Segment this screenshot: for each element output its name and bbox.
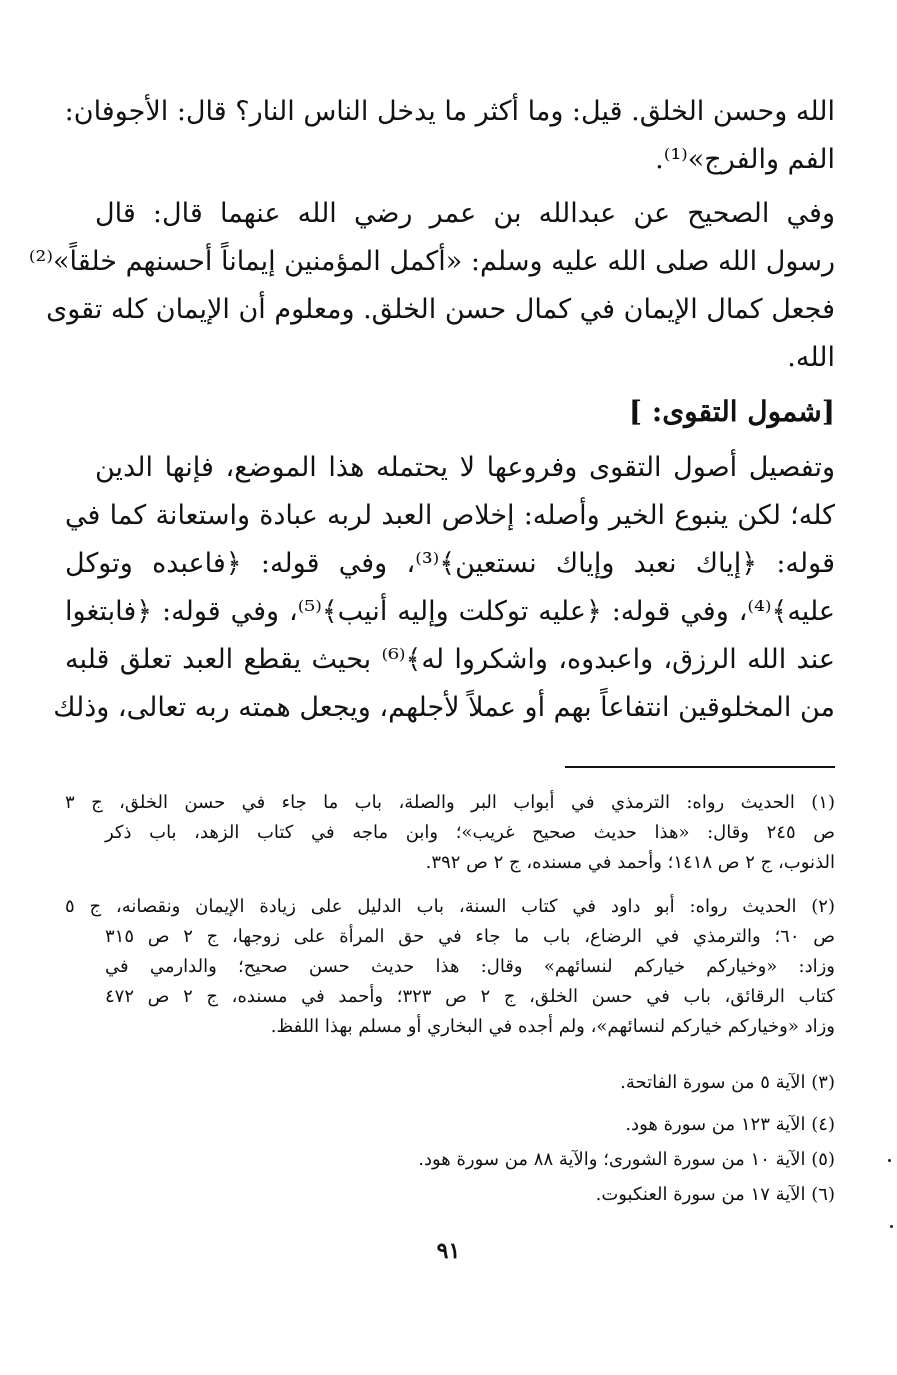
footnote-line: الذنوب، ج ٢ ص ١٤١٨؛ وأحمد في مسنده، ج ٢ ص ٣٩٢. (425, 852, 835, 873)
body-line: وتفصيل أصول التقوى وفروعها لا يحتمله هذا الموضع، فإنها الدين (95, 452, 835, 483)
footnote-line: ص ٦٠؛ والترمذي في الرضاع، باب ما جاء في حق المرأة على زوجها، ج ٢ ص ٣١٥ (105, 926, 836, 947)
footnote-line: (٥) الآية ١٠ من سورة الشورى؛ والآية ٨٨ من سورة هود. (418, 1149, 835, 1170)
footnote-line: (٤) الآية ١٢٣ من سورة هود. (625, 1114, 835, 1135)
body-line: عند الله الرزق، واعبدوه، واشكروا له﴾⁽⁶⁾ بحيث يقطع العبد تعلق قلبه (65, 644, 835, 675)
section-heading: [شمول التقوى: ] (628, 395, 835, 428)
footnote-line: وزاد: «وخياركم خياركم لنسائهم» وقال: هذا حديث حسن صحيح؛ والدارمي في (105, 956, 835, 977)
body-line: كله؛ لكن ينبوع الخير وأصله: إخلاص العبد لربه عبادة واستعانة كما في (65, 500, 835, 531)
footnote-line: ص ٢٤٥ وقال: «هذا حديث صحيح غريب»؛ وابن ماجه في كتاب الزهد، باب ذكر (105, 822, 835, 843)
footnote-line: كتاب الرقائق، باب في حسن الخلق، ج ٢ ص ٣٢٣؛ وأحمد في مسنده، ج ٢ ص ٤٧٢ (105, 986, 835, 1007)
footnote-divider (565, 766, 835, 768)
footnote-line: وزاد «وخياركم خياركم لنسائهم»، ولم أجده في البخاري أو مسلم بهذا اللفظ. (270, 1016, 835, 1037)
body-line: الله وحسن الخلق. قيل: وما أكثر ما يدخل الناس النار؟ قال: الأجوفان: (64, 96, 835, 127)
scan-speck (888, 1159, 891, 1162)
footnote-line: (٣) الآية ٥ من سورة الفاتحة. (620, 1072, 835, 1093)
footnote-line: (٢) الحديث رواه: أبو داود في كتاب السنة، باب الدليل على زيادة الإيمان ونقصانه، ج ٥ (65, 896, 835, 917)
body-line: الفم والفرج»⁽¹⁾. (655, 144, 835, 175)
page-number: ٩١ (436, 1238, 461, 1264)
body-line: فجعل كمال الإيمان في كمال حسن الخلق. ومعلوم أن الإيمان كله تقوى (46, 294, 835, 325)
body-line: من المخلوقين انتفاعاً بهم أو عملاً لأجلهم، ويجعل همته ربه تعالى، وذلك (53, 692, 835, 723)
body-line: عليه﴾⁽⁴⁾، وفي قوله: ﴿عليه توكلت وإليه أنيب﴾⁽⁵⁾، وفي قوله: ﴿فابتغوا (65, 596, 835, 627)
scan-speck (890, 1225, 893, 1228)
body-line: وفي الصحيح عن عبدالله بن عمر رضي الله عنهما قال: قال (95, 198, 835, 229)
footnote-line: (٦) الآية ١٧ من سورة العنكبوت. (595, 1184, 835, 1205)
body-line: قوله: ﴿إياك نعبد وإياك نستعين﴾⁽³⁾، وفي قوله: ﴿فاعبده وتوكل (65, 548, 835, 579)
footnote-line: (١) الحديث رواه: الترمذي في أبواب البر والصلة، باب ما جاء في حسن الخلق، ج ٣ (65, 792, 835, 813)
body-line: الله. (787, 342, 835, 373)
body-line: رسول الله صلى الله عليه وسلم: «أكمل المؤمنين إيماناً أحسنهم خلقاً»⁽²⁾ (28, 246, 835, 277)
